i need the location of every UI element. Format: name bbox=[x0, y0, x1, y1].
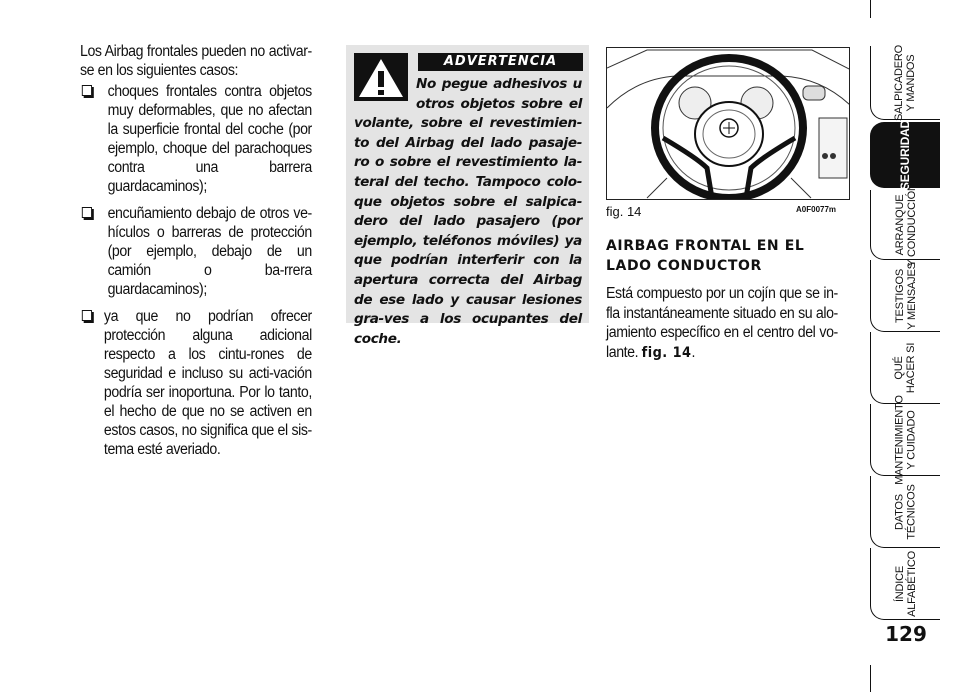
tab-arranque[interactable]: ARRANQUE Y CONDUCCIÓN bbox=[870, 190, 940, 260]
tab-seguridad[interactable]: SEGURIDAD bbox=[870, 122, 940, 188]
intro-text: Los Airbag frontales pueden no activar-se en los siguientes casos: bbox=[80, 43, 312, 79]
checkbox-bullet-icon bbox=[82, 207, 92, 218]
tab-divider bbox=[870, 665, 871, 692]
figure-reference: fig. 14 bbox=[641, 344, 692, 361]
case-list bbox=[80, 82, 312, 459]
warning-heading: ADVERTENCIA bbox=[418, 53, 583, 71]
checkbox-bullet-icon bbox=[82, 85, 92, 96]
steering-wheel-illustration bbox=[607, 48, 850, 200]
checkbox-bullet-icon bbox=[82, 310, 92, 321]
page-number: 129 bbox=[885, 622, 927, 646]
left-column bbox=[80, 42, 312, 467]
tab-datos[interactable]: DATOS TÉCNICOS bbox=[870, 476, 940, 548]
warning-box bbox=[346, 45, 589, 347]
warning-text: No pegue adhesivos u otros objetos sobre el volante, sobre el revestimien-to del Airbag del lado pasaje-ro o sobre el revestimiento la-teral del techo. Tampoco colo-que objetos sobre el salpica-dero del lado pasajero (por ejemplo, teléfonos móviles) ya que podrían interferir con la apertura correcta del Airbag de ese lado y causar lesiones gra-ves a los ocupantes del coche. bbox=[354, 76, 582, 347]
list-item: ya que no podrían ofrecer protección alguna adicional respecto a los cintu-rones de seguridad e incluso su acti-vación podría ser inoportuna. Por lo tanto, el hecho de que no se activen en estos casos, no significa que el sis-tema esté averiado. bbox=[80, 307, 312, 459]
steering-wheel-figure bbox=[606, 47, 850, 200]
tab-que-hacer[interactable]: QUÉ HACER SI bbox=[870, 332, 940, 404]
section-heading: AIRBAG FRONTAL EN EL LADO CONDUCTOR bbox=[606, 238, 805, 274]
tab-salpicadero[interactable]: SALPICADERO Y MANDOS bbox=[870, 46, 940, 120]
tab-testigos[interactable]: TESTIGOS Y MENSAJES bbox=[870, 260, 940, 332]
list-item: encuñamiento debajo de otros ve-hículos o barreras de protección (por ejemplo, debajo de un camión o ba-rrera guardacaminos); bbox=[80, 204, 312, 299]
tab-mantenimiento[interactable]: MANTENIMIENTO Y CUIDADO bbox=[870, 404, 940, 476]
figure-caption: fig. 14 bbox=[606, 204, 642, 219]
section-body: Está compuesto por un cojín que se in-fla instantáneamente situado en su alo-jamiento específico en el centro del vo-lante. fig. 14. bbox=[606, 285, 838, 361]
chapter-tabs bbox=[870, 0, 940, 692]
tab-indice[interactable]: ÍNDICE ALFABÉTICO bbox=[870, 548, 940, 620]
list-item: choques frontales contra objetos muy deformables, que no afectan la superficie frontal del coche (por ejemplo, choque del parachoques contra una barrera guardacaminos); bbox=[80, 82, 312, 196]
figure-code: A0F0077m bbox=[796, 205, 837, 214]
